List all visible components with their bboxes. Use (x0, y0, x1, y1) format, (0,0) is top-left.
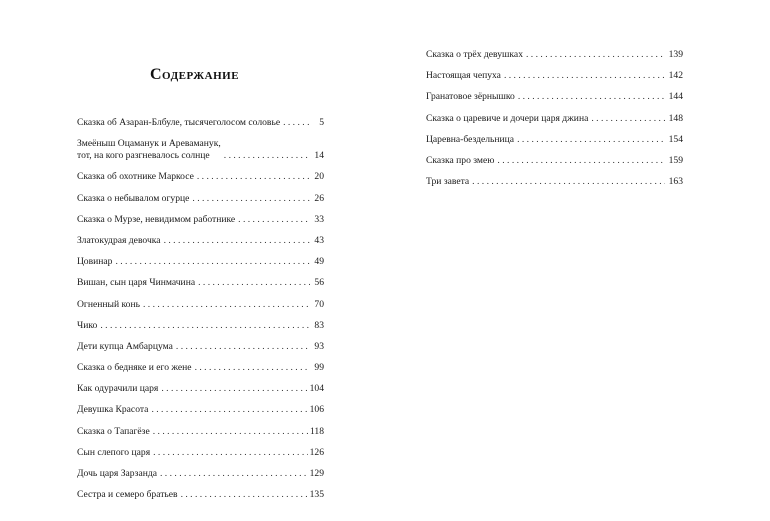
right-page (385, 0, 770, 521)
toc-leader-dots (153, 447, 308, 459)
toc-entry[interactable] (77, 256, 324, 268)
toc-entry-page-number: 135 (309, 489, 324, 501)
toc-entry-page-number: 5 (319, 117, 324, 128)
toc-entry[interactable] (77, 117, 324, 129)
toc-entry-title: Сказка о Мурзе, невидимом работнике (77, 213, 236, 225)
toc-entry-page-number: 26 (314, 192, 324, 204)
toc-leader-dots (161, 383, 307, 395)
toc-entry[interactable] (77, 171, 324, 183)
toc-leader-dots (472, 176, 665, 188)
toc-entry-title: Сказка о небывалом огурце (77, 192, 190, 204)
toc-leader-dots (151, 404, 307, 416)
toc-entry[interactable] (77, 447, 324, 459)
toc-entry-title: Девушка Красота (77, 404, 149, 416)
toc-leader-dots (164, 235, 310, 247)
toc-entry-page-number: 20 (314, 171, 324, 183)
toc-entry-page-number: 139 (668, 49, 683, 60)
toc-entry[interactable] (77, 320, 324, 332)
toc-entry-page-number: 142 (668, 70, 683, 82)
toc-entry-title: Огненный конь (77, 298, 140, 310)
toc-leader-dots (591, 113, 665, 125)
toc-entry[interactable] (426, 155, 683, 167)
toc-entry[interactable] (77, 404, 324, 416)
toc-entry-page-number: 126 (309, 446, 324, 458)
toc-leader-dots (160, 468, 308, 480)
toc-entry-title: Гранатовое зёрнышко (426, 91, 515, 103)
toc-entry-title: Как одурачили царя (77, 383, 159, 395)
page-title: Содержание (150, 66, 240, 83)
toc-entry[interactable] (77, 341, 324, 353)
toc-entry-title: Сказка о Тапагёзе (77, 425, 150, 437)
toc-leader-dots (195, 362, 310, 374)
toc-entry[interactable] (77, 489, 324, 501)
toc-entry-page-number: 56 (314, 277, 324, 289)
toc-entry-page-number: 14 (314, 150, 324, 162)
toc-entry[interactable] (77, 468, 324, 480)
toc-entry[interactable] (77, 277, 324, 289)
toc-entry-page-number: 163 (668, 176, 683, 188)
toc-leader-dots (197, 171, 310, 183)
toc-leader-dots (238, 214, 310, 226)
toc-leader-dots (100, 320, 310, 332)
toc-entry-page-number: 144 (668, 91, 683, 103)
toc-entry[interactable] (77, 299, 324, 311)
toc-leader-dots (283, 117, 310, 129)
toc-entry-page-number: 159 (668, 154, 683, 166)
toc-leader-dots (192, 193, 310, 205)
toc-entry[interactable] (77, 426, 324, 438)
toc-leader-dots (517, 134, 665, 146)
toc-entry[interactable] (77, 214, 324, 226)
toc-list-right (426, 49, 683, 197)
toc-entry-title: Сестра и семеро братьев (77, 489, 178, 501)
toc-entry-title: Сказка о бедняке и его жене (77, 362, 192, 374)
toc-leader-dots (518, 91, 665, 103)
toc-entry[interactable] (426, 70, 683, 82)
toc-entry[interactable] (426, 91, 683, 103)
toc-entry[interactable] (77, 138, 324, 162)
toc-entry[interactable] (426, 176, 683, 188)
toc-entry-title: Змеёныш Оцаманук и Арeваманук, тот, на кого разгневалось солнце (77, 138, 221, 162)
toc-entry-page-number: 148 (668, 112, 683, 124)
toc-leader-dots (224, 150, 310, 162)
toc-entry-title: Царевна-бездельница (426, 133, 515, 145)
toc-entry[interactable] (77, 193, 324, 205)
toc-entry-page-number: 99 (314, 362, 324, 374)
toc-entry-page-number: 33 (314, 213, 324, 225)
toc-entry-page-number: 93 (314, 340, 324, 352)
toc-entry-title: Сказка об охотнике Маркосе (77, 171, 194, 183)
toc-entry-title: Дети купца Амбарцума (77, 340, 173, 352)
toc-entry[interactable] (426, 134, 683, 146)
toc-leader-dots (526, 49, 665, 61)
toc-leader-dots (153, 426, 308, 438)
toc-entry[interactable] (77, 362, 324, 374)
toc-entry-page-number: 106 (309, 404, 324, 416)
toc-entry-title: Сказка о трёх девушках (426, 49, 523, 60)
toc-entry[interactable] (77, 235, 324, 247)
toc-entry-title: Сказка про змею (426, 154, 495, 166)
toc-entry-page-number: 43 (314, 234, 324, 246)
toc-entry-page-number: 129 (309, 468, 324, 479)
toc-leader-dots (176, 341, 310, 353)
toc-entry-title: Сын слепого царя (77, 446, 151, 458)
toc-leader-dots (115, 256, 310, 268)
toc-entry-page-number: 104 (309, 383, 324, 395)
toc-entry-page-number: 154 (668, 133, 683, 145)
toc-leader-dots (181, 489, 308, 501)
toc-entry-title: Цовинар (77, 256, 113, 268)
toc-entry-title: Три завета (426, 176, 470, 188)
toc-leader-dots (504, 70, 665, 82)
toc-leader-dots (143, 299, 310, 311)
toc-entry-title: Златокудрая девочка (77, 234, 161, 246)
toc-leader-dots (198, 277, 310, 289)
toc-entry[interactable] (426, 113, 683, 125)
toc-entry-title: Вишан, сын царя Чинмачина (77, 277, 196, 289)
toc-list-left (77, 117, 324, 510)
toc-entry-page-number: 83 (314, 319, 324, 331)
toc-entry-page-number: 118 (309, 425, 324, 437)
toc-entry-title: Сказка о царевиче и дочери царя джина (426, 112, 589, 124)
toc-entry-page-number: 49 (314, 256, 324, 268)
toc-entry-title: Чико (77, 319, 98, 331)
toc-entry-title: Сказка об Азаран-Блбуле, тысячеголосом соловье (77, 117, 281, 128)
toc-entry-title: Дочь царя Зарзанда (77, 468, 157, 479)
toc-entry-title: Настоящая чепуха (426, 70, 501, 82)
toc-leader-dots (497, 155, 665, 167)
toc-entry[interactable] (426, 49, 683, 61)
toc-entry-page-number: 70 (314, 298, 324, 310)
toc-entry[interactable] (77, 383, 324, 395)
